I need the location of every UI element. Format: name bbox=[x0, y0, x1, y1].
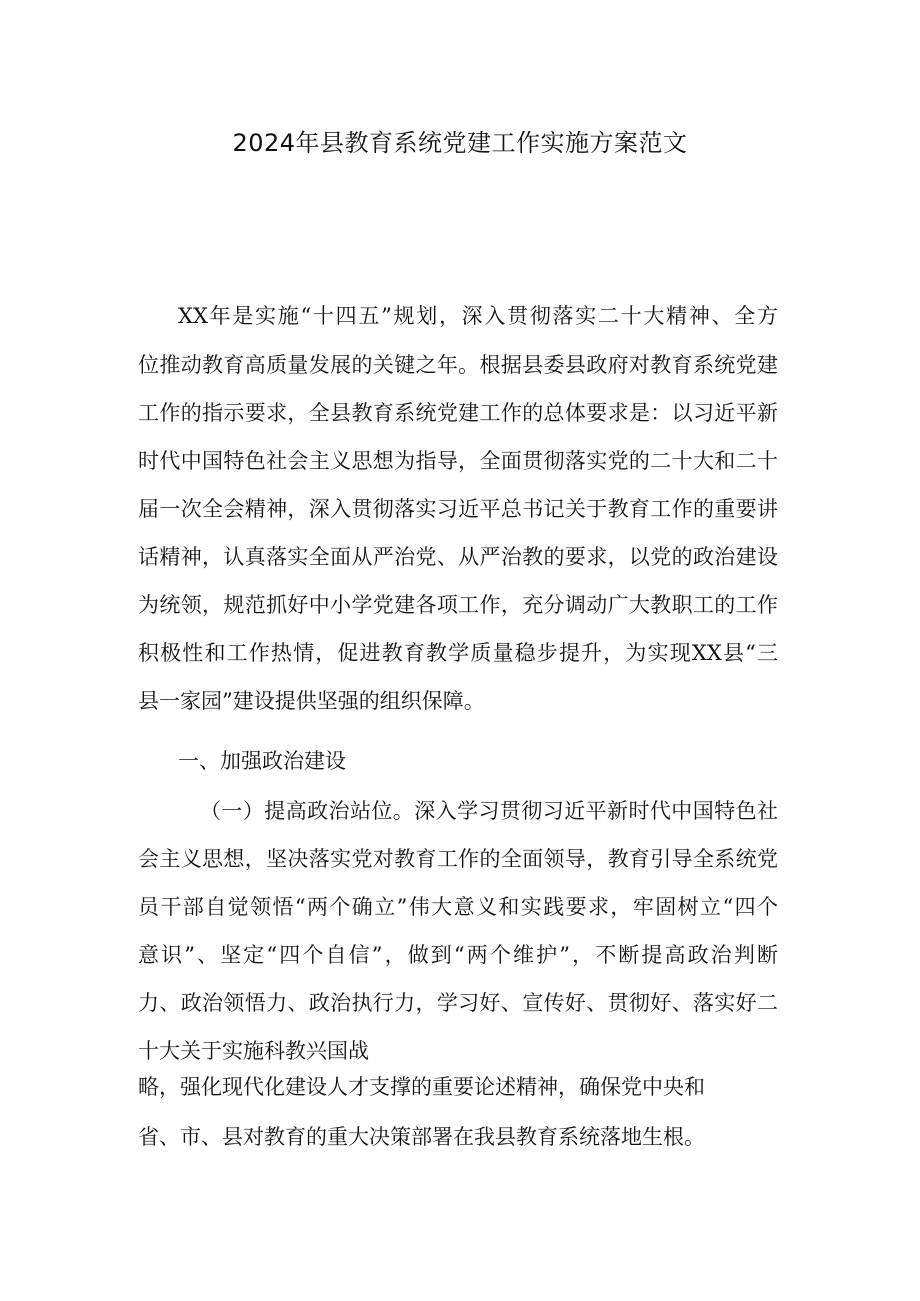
paragraph-line: XX年是实施“十四五”规划，深入贯彻落实二十大精神、全方 bbox=[178, 304, 778, 328]
paragraph-line: 略，强化现代化建设人才支撑的重要论述精神，确保党中央和 bbox=[138, 1075, 705, 1099]
paragraph-line: 时代中国特色社会主义思想为指导，全面贯彻落实党的二十大和二十 bbox=[138, 449, 778, 473]
paragraph-line: 位推动教育高质量发展的关键之年。根据县委县政府对教育系统党建 bbox=[138, 353, 778, 377]
document-title: 2024年县教育系统党建工作实施方案范文 bbox=[232, 129, 688, 157]
paragraph-line: （一）提高政治站位。深入学习贯彻习近平新时代中国特色社 bbox=[200, 799, 778, 823]
section-heading: 一、加强政治建设 bbox=[178, 749, 346, 773]
paragraph-line: 为统领，规范抓好中小学党建各项工作，充分调动广大教职工的工作 bbox=[138, 593, 778, 617]
paragraph-line: 十大关于实施科教兴国战 bbox=[138, 1039, 369, 1063]
paragraph-line: 县一家园”建设提供坚强的组织保障。 bbox=[138, 689, 485, 713]
paragraph-line: 届一次全会精神，深入贯彻落实习近平总书记关于教育工作的重要讲 bbox=[138, 497, 778, 521]
paragraph-line: 话精神，认真落实全面从严治党、从严治教的要求，以党的政治建设 bbox=[138, 545, 778, 569]
paragraph-line: 会主义思想，坚决落实党对教育工作的全面领导，教育引导全系统党 bbox=[138, 847, 778, 871]
paragraph-line: 力、政治领悟力、政治执行力，学习好、宣传好、贯彻好、落实好二 bbox=[138, 991, 778, 1015]
paragraph-line: 意识”、坚定“四个自信”，做到“两个维护”，不断提高政治判断 bbox=[138, 943, 778, 967]
paragraph-line: 积极性和工作热情，促进教育教学质量稳步提升，为实现XX县“三 bbox=[138, 641, 778, 665]
paragraph-line: 工作的指示要求，全县教育系统党建工作的总体要求是：以习近平新 bbox=[138, 401, 778, 425]
paragraph-line: 员干部自觉领悟“两个确立”伟大意义和实践要求，牢固树立“四个 bbox=[138, 895, 778, 919]
paragraph-line: 省、市、县对教育的重大决策部署在我县教育系统落地生根。 bbox=[138, 1125, 705, 1149]
